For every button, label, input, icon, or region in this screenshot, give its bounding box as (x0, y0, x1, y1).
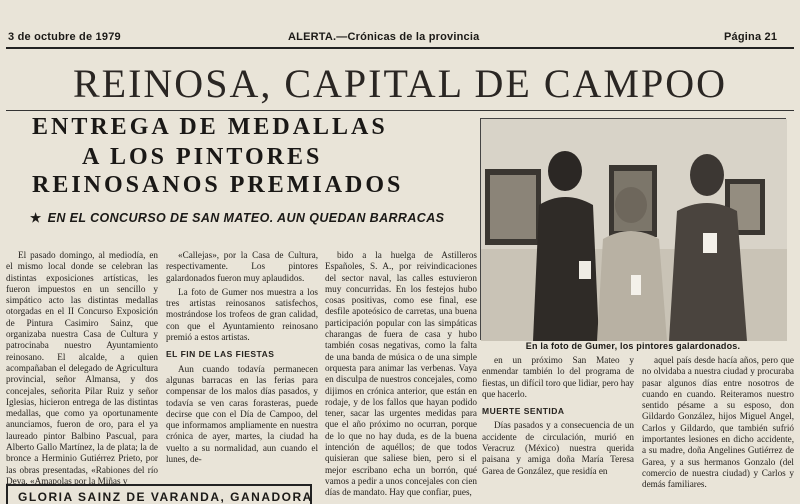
paragraph: La foto de Gumer nos muestra a los tres artistas reinosanos satisfechos, mostrándose los trofeos de gran calidad, con que el Ayuntamiento reinosano premió a estos artistas. (166, 286, 318, 343)
subheadline-text: EN EL CONCURSO DE SAN MATEO. AUN QUEDAN BARRACAS (47, 211, 445, 225)
page-number: Página 21 (724, 31, 778, 43)
headline-line-1: ENTREGA DE MEDALLAS (32, 114, 388, 140)
article-column-4 (482, 355, 634, 490)
paragraph: Días pasados y a consecuencia de un accidente de circulación, murió en Veracruz (México) nuestra querida paisana y amiga doña María Teresa Garea de González, que residía en (482, 420, 634, 476)
photo-illustration (481, 119, 787, 341)
article-column-1 (6, 250, 158, 486)
title-rule (6, 110, 794, 111)
publication-section: ALERTA.—Crónicas de la provincia (288, 31, 480, 43)
paragraph: Aun cuando todavía permanecen algunas barracas en las ferias para compensar de los malos días pasados, y todavía se ven caras forasteras, puede decirse que con el Día de Campoo, del que informamos ampliamente en nuestra crónica de ayer, martes, la ciudad ha vuelto a su normalidad, aun cuando el lunes, de- (166, 363, 318, 465)
headline-line-3: REINOSANOS PREMIADOS (32, 172, 404, 198)
section-heading: EL FIN DE LAS FIESTAS (166, 349, 275, 360)
paragraph: «Callejas», por la Casa de Cultura, respectivamente. Los pintores galardonados fueron muy aplaudidos. (166, 250, 318, 283)
issue-date: 3 de octubre de 1979 (8, 31, 121, 43)
star-icon: ★ (30, 211, 42, 225)
article-column-2 (166, 250, 318, 480)
article-column-5 (642, 355, 794, 490)
paragraph: en un próximo San Mateo y enmendar también lo del programa de fiestas, un difícil toro que lidiar, pero hay que hacerlo. (482, 355, 634, 399)
subheadline (30, 210, 470, 226)
photo-caption: En la foto de Gumer, los pintores galardonados. (525, 341, 741, 351)
article-column-3 (325, 250, 477, 498)
section-title: REINOSA, CAPITAL DE CAMPOO (72, 61, 727, 106)
section-heading: MUERTE SENTIDA (482, 406, 565, 417)
headline-line-2: A LOS PINTORES (82, 144, 323, 170)
paragraph: aquel país desde hacía años, pero que no olvidaba a nuestra ciudad y procuraba pasar algunos días entre nosotros de cuando en cuando. Reiteramos nuestro sentido pésame a su esposo, don Gildardo González, hijos Miguel Angel, Carlos y Gildardo, que también sufrió importantes lesiones en dicho accidente, a su madre, doña Angelines Gutiérrez de Garea, y a sus hermanos Gonzalo (del comercio de nuestra ciudad) y Carlos y demás familiares. (642, 355, 794, 490)
paragraph: El pasado domingo, al mediodía, en el mismo local donde se celebran las distintas exposiciones artísticas, les fueron impuestos en un sencillo y simpático acto las distintas medallas otorgadas en el II Concurso Exposición de Pintura Casimiro Sainz, que organizaba nuestra Casa de Cultura y patrocinaba nuestro Ayuntamiento reinosano. El alcalde, a quien acompañaban el delegado de Agricultura provincial, señor Almansa, y dos concejales, señorita Pilar Ruiz y señor Iglesias, hicieron entrega de las distintas medallas, que como ya oportunamente anunciamos, fueron de oro, para el ya laureado pintor Balbino Pascual, para Alberto Gallo Martínez, la de plata; la de bronce a Herminio Gutiérrez Prieto, por las obras presentadas, «Rabiones del río Deva, «Amapolas por la Miñas y (6, 250, 158, 486)
header-rule (6, 47, 794, 49)
next-article-headline: GLORIA SAINZ DE VARANDA, GANADORA (6, 484, 312, 504)
paragraph: bido a la huelga de Astilleros Españoles, S. A., por reivindicaciones del sector naval, las calles estuvieron muy concurridas. En los festejos hubo cosas positivas, como ese final, ese desfile apoteósico de carretas, una buena participación popular con las simpáticas charangas de fuera de casa y hubo también cosas negativas, como la falta de una banda de música o de una simple orquesta para animar las verbenas. Vaya en disculpa de nuestros concejales, como dijimos en crónica anterior, que están en rodaje, y de los fallos que hayan podido tener, sacar las urgentes medidas para que el año próximo no ocurran, porque de lo que no hay duda, es de la buena intención de aquéllos; de que todos quisieran que saliese bien, pero si el mejor escribano echa un borrón, qué vamos a pedir a unos concejales con cien días de mandato. Hay que confiar, pues, (325, 250, 477, 498)
photo-painters (480, 118, 786, 340)
